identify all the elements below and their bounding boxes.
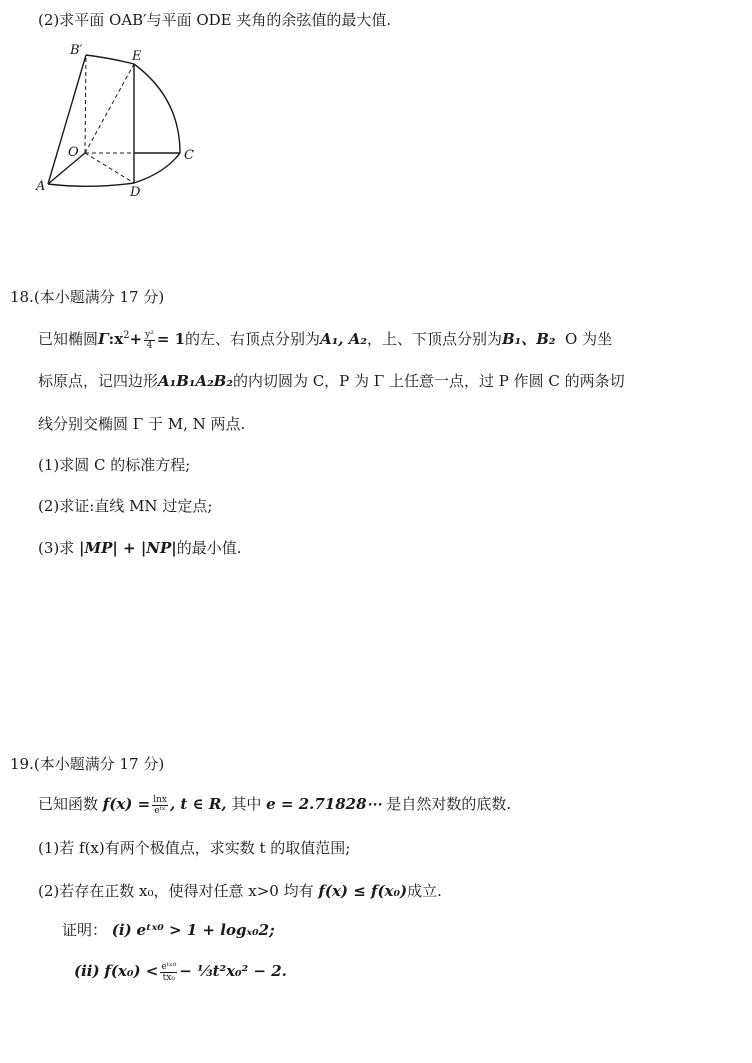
q18-square: 2 — [123, 330, 130, 341]
q19-ii-frac-den: tx₀ — [162, 972, 175, 983]
q18-p3-pre: (3)求 — [38, 539, 75, 557]
q18-plus: + — [129, 330, 143, 348]
q18-l1-mid2: ，上、下顶点分别为 — [366, 330, 502, 348]
q18-b-vertices: B₁、B₂ — [501, 330, 556, 348]
geometry-figure — [30, 38, 210, 198]
q18-part1: (1)求圆 C 的标准方程; — [38, 456, 191, 474]
label-d: D — [130, 185, 141, 198]
q19-f: f(x) = — [102, 795, 151, 813]
q18-p3-expr: |MP| + |NP| — [79, 539, 177, 557]
q18-l1-mid: 的左、右顶点分别为 — [185, 330, 321, 348]
q19-i-label: (i) — [111, 921, 132, 939]
q18-l1-pre: 已知椭圆 — [38, 330, 99, 348]
q18-frac-den: 4 — [146, 340, 153, 351]
q18-l2-pre: 标原点，记四边形 — [38, 372, 159, 390]
q19-l1-post: 是自然对数的底数. — [386, 795, 512, 813]
q19-ii-f: f(x₀) < — [104, 962, 159, 980]
q19-part1: (1)若 f(x)有两个极值点，求实数 t 的取值范围; — [38, 839, 351, 857]
q18-line3: 线分别交椭圆 Γ 于 M, N 两点. — [38, 415, 246, 433]
q19-part2 — [38, 881, 442, 901]
q18-a-vertices: A₁, A₂ — [320, 330, 367, 348]
q19-l1-mid: 其中 — [231, 795, 262, 813]
label-e: E — [132, 49, 142, 64]
q19-proof-i — [62, 920, 275, 940]
q18-quadrilateral: A₁B₁A₂B₂ — [158, 372, 233, 390]
q18-eq: = 1 — [156, 330, 186, 348]
label-a: A — [36, 179, 46, 194]
q19-frac-num: lnx — [153, 794, 167, 805]
q19-ii-label: (ii) — [74, 962, 100, 980]
q19-l1-pre: 已知函数 — [38, 795, 99, 813]
q18-part2: (2)求证:直线 MN 过定点; — [38, 497, 213, 515]
label-c: C — [184, 148, 194, 163]
q19-i-expr: eᵗˣ⁰ > 1 + logₓ₀2; — [136, 921, 275, 939]
q19-t: , t ∈ R, — [169, 795, 227, 813]
q19-p2-pre: (2)若存在正数 x₀，使得对任意 x>0 均有 — [38, 882, 314, 900]
q19-p2-expr: f(x) ≤ f(x₀) — [318, 882, 408, 900]
q19-fraction — [152, 795, 168, 816]
q19-header: 19.(本小题满分 17 分) — [10, 755, 165, 773]
label-o: O — [68, 145, 79, 160]
q18-gamma: Γ — [98, 330, 109, 348]
q19-proof-label: 证明： — [62, 921, 108, 939]
q19-ii-fraction — [160, 962, 177, 983]
q18-header: 18.(本小题满分 17 分) — [10, 288, 165, 306]
q17-part2: (2)求平面 OAB′与平面 ODE 夹角的余弦值的最大值. — [38, 11, 392, 29]
q19-proof-ii — [74, 961, 287, 983]
q18-part3 — [38, 538, 242, 558]
q18-colon-x: :x — [108, 330, 124, 348]
label-b-prime: B′ — [70, 43, 83, 58]
q19-line1 — [38, 794, 511, 816]
q18-l1-end: O 为坐 — [565, 330, 613, 348]
q18-p3-post: 的最小值. — [176, 539, 242, 557]
q19-ii-rest: − ⅓t²x₀² − 2. — [179, 962, 287, 980]
q19-ii-frac-num: eᵗˣ⁰ — [161, 961, 177, 972]
q18-l2-post: 的内切圆为 C，P 为 Γ 上任意一点，过 P 作圆 C 的两条切 — [232, 372, 625, 390]
q18-frac-num: y² — [145, 329, 154, 340]
q18-line1 — [38, 326, 612, 351]
q18-line2 — [38, 371, 625, 391]
q19-p2-post: 成立. — [407, 882, 442, 900]
q19-e: e = 2.71828⋯ — [266, 795, 382, 813]
q19-frac-den: eᵗˣ — [154, 805, 166, 816]
q18-fraction — [144, 330, 155, 351]
